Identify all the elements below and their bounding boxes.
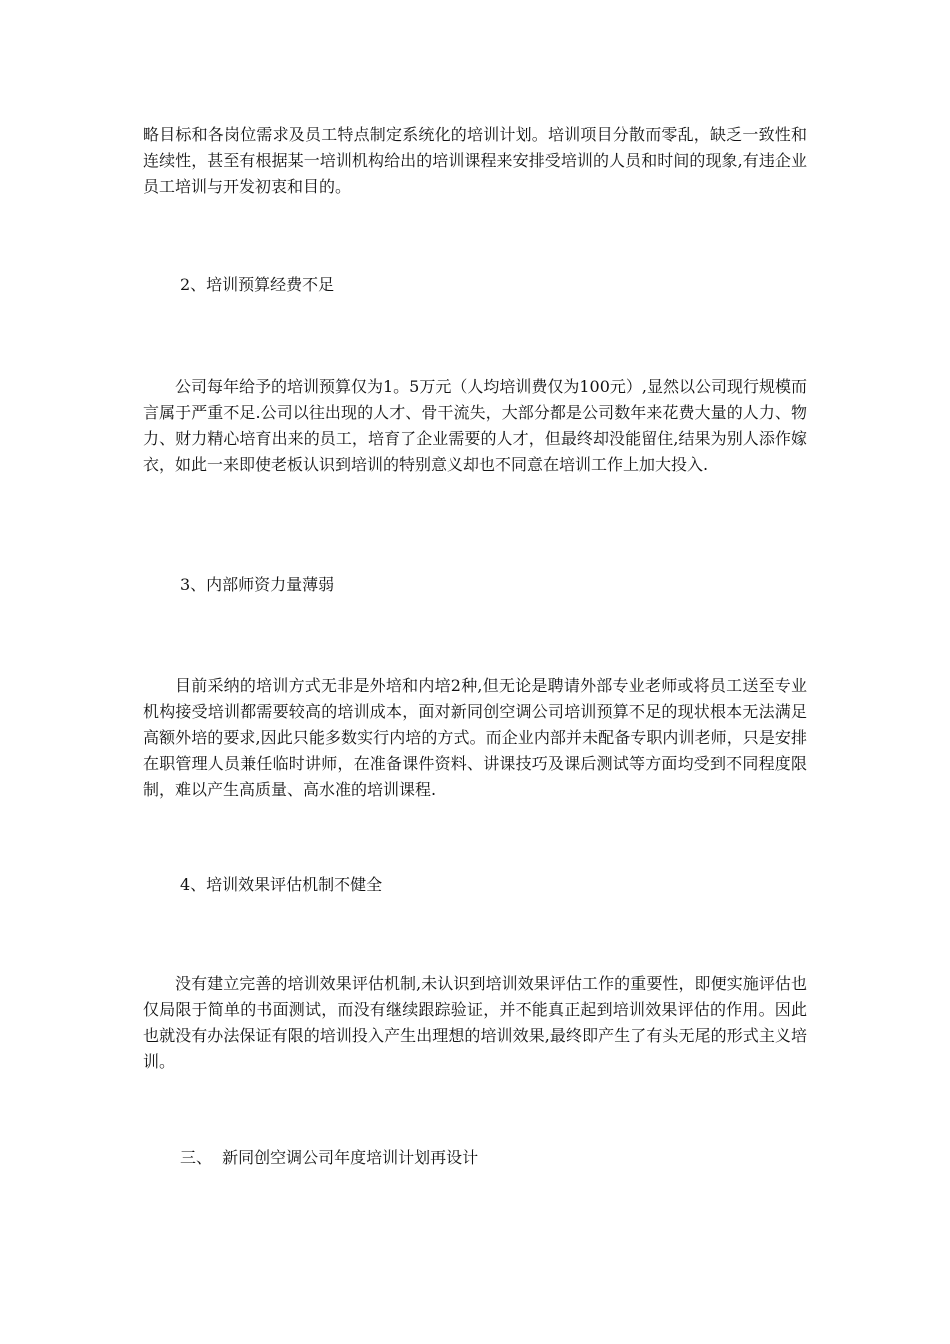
trainers-paragraph: 目前采纳的培训方式无非是外培和内培2种,但无论是聘请外部专业老师或将员工送至专业机构接受培训都需要较高的培训成本，面对新同创空调公司培训预算不足的现状根本无法满足高额外培的要求,因此只能多数实行内培的方式。而企业内部并未配备专职内训老师，只是安排在职管理人员兼任临时讲师，在准备课件资料、讲课技巧及课后测试等方面均受到不同程度限制，难以产生高质量、高水准的培训课程. — [143, 676, 807, 799]
trainers-paragraph-block — [143, 673, 807, 803]
intro-paragraph: 略目标和各岗位需求及员工特点制定系统化的培训计划。培训项目分散而零乱，缺乏一致性和连续性，甚至有根据某一培训机构给出的培训课程来安排受培训的人员和时间的现象,有违企业员工培训与开发初衷和目的。 — [143, 125, 807, 196]
section-three-heading: 三、 新同创空调公司年度培训计划再设计 — [180, 1148, 479, 1167]
evaluation-paragraph-block — [143, 971, 807, 1075]
heading-training-budget: 2、培训预算经费不足 — [180, 275, 335, 294]
evaluation-paragraph: 没有建立完善的培训效果评估机制,未认识到培训效果评估工作的重要性，即便实施评估也仅局限于简单的书面测试，而没有继续跟踪验证，并不能真正起到培训效果评估的作用。因此也就没有办法保证有限的培训投入产生出理想的培训效果,最终即产生了有头无尾的形式主义培训。 — [143, 974, 807, 1071]
budget-paragraph: 公司每年给予的培训预算仅为1。5万元（人均培训费仅为100元）,显然以公司现行规模而言属于严重不足.公司以往出现的人才、骨干流失，大部分都是公司数年来花费大量的人力、物力、财力精心培育出来的员工，培育了企业需要的人才，但最终却没能留住,结果为别人添作嫁衣，如此一来即使老板认识到培训的特别意义却也不同意在培训工作上加大投入. — [143, 377, 807, 474]
budget-paragraph-block — [143, 374, 807, 478]
heading-internal-trainers: 3、内部师资力量薄弱 — [180, 575, 335, 594]
intro-paragraph-block — [143, 122, 807, 200]
heading-evaluation-mechanism: 4、培训效果评估机制不健全 — [180, 875, 383, 894]
